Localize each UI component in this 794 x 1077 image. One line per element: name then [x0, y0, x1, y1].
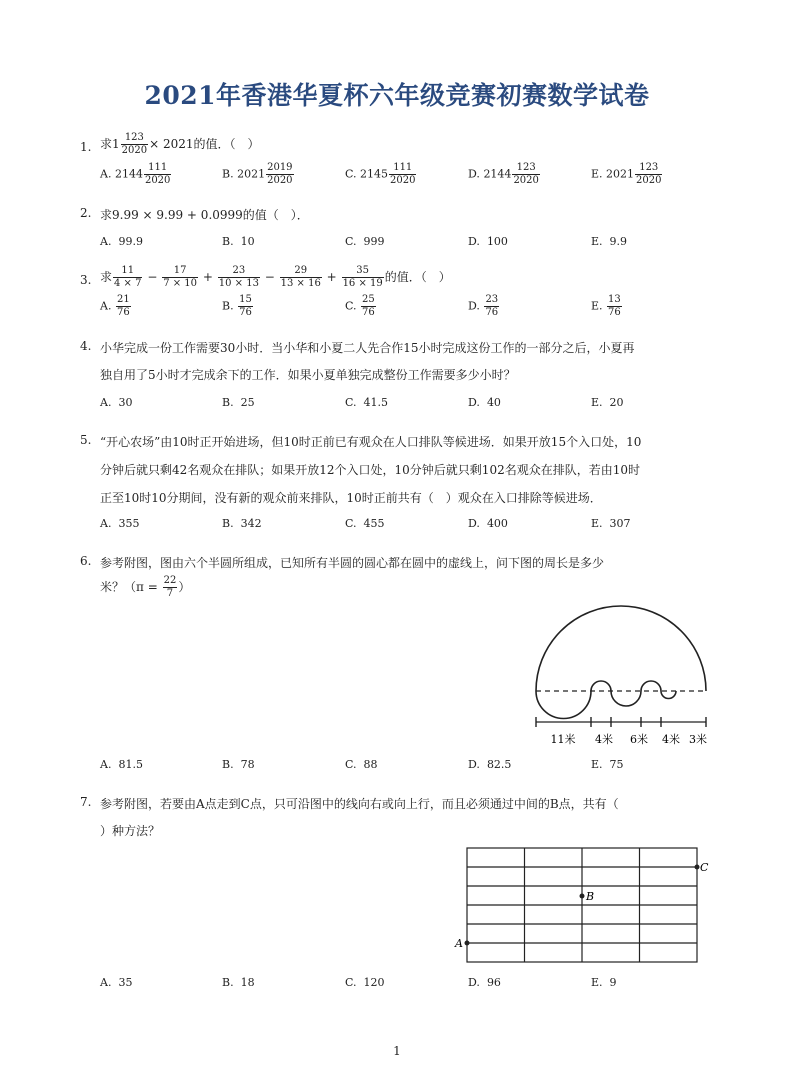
q4-line: 小华完成一份工作需要30小时．当小华和小夏二人先合作15小时完成这份工作的一部分之后，小夏再	[100, 341, 635, 355]
point-b-label: B	[586, 890, 595, 903]
q3-term: $\frac{17}{7 \times 10}$	[163, 265, 198, 289]
q6-number: 6.	[80, 554, 92, 568]
q6-option[interactable]: C. 88	[345, 758, 378, 771]
q5-option[interactable]: D. 400	[468, 517, 508, 530]
q2-text: 求9.99 × 9.99 + 0.0999的值（ ）．	[100, 208, 309, 222]
q2-option[interactable]: A. 99.9	[100, 235, 143, 248]
dim-label-4m-2: 4米	[662, 733, 680, 746]
pi-fraction: $\frac{22}{7}$	[163, 575, 177, 599]
q2-option[interactable]: E. 9.9	[591, 235, 628, 248]
q5-number: 5.	[80, 433, 92, 447]
q5-line: 正至10时10分期间，没有新的观众前来排队，10时正前共有（ ）观众在入口排除等候进场．	[100, 491, 602, 505]
q7-number: 7.	[80, 795, 92, 809]
q3-option[interactable]: A. $\frac{21}{76}$	[100, 294, 130, 318]
q1-number: 1.	[80, 140, 92, 154]
q5-option[interactable]: C. 455	[345, 517, 385, 530]
semicircle-11m	[536, 691, 591, 719]
q7-option[interactable]: E. 9	[591, 976, 617, 989]
q6-option[interactable]: A. 81.5	[100, 758, 143, 771]
semicircle-big	[536, 606, 706, 691]
q3-option[interactable]: B. $\frac{15}{76}$	[222, 294, 252, 318]
semicircle-3m-up	[676, 676, 706, 691]
grid-lines	[467, 848, 697, 962]
dim-label-6m: 6米	[630, 733, 648, 746]
q1-option[interactable]: E. 2021 $\frac{123}{2020}$	[591, 162, 662, 186]
q3-text: 求 $\frac{11}{4 \times 7}$ − $\frac{17}{7 \times 10}$ + $\frac{23}{10 \times 13}$ − $\frac{29}{13 \times 16}$ + $\frac{35}{16 \times 19}$ 的值．（ ）	[100, 265, 451, 289]
q5-option[interactable]: E. 307	[591, 517, 631, 530]
q5-line: “开心农场”由10时正开始进场，但10时正前已有观众在人口排队等候进场．如果开放15个入口处，10	[100, 435, 642, 449]
point-b	[580, 894, 585, 899]
page-number: 1	[393, 1044, 401, 1058]
q6-option[interactable]: E. 75	[591, 758, 624, 771]
q7-line: 参考附图，若要由A点走到C点，只可沿图中的线向右或向上行，而且必须通过中间的B点，共有（	[100, 797, 619, 811]
q4-option[interactable]: E. 20	[591, 396, 624, 409]
q4-number: 4.	[80, 339, 92, 353]
q6-option[interactable]: B. 78	[222, 758, 255, 771]
q4-option[interactable]: B. 25	[222, 396, 255, 409]
semicircle-4m-up	[591, 681, 611, 691]
dim-label-11m: 11米	[550, 733, 576, 746]
q4-line: 独自用了5小时才完成余下的工作．如果小夏单独完成整份工作需要多少小时？	[100, 368, 516, 382]
semicircle-4m-up2	[641, 681, 661, 691]
point-c-label: C	[700, 861, 709, 874]
q5-option[interactable]: A. 355	[100, 517, 140, 530]
q6-line: 参考附图，图由六个半圆所组成，已知所有半圆的圆心都在圆中的虚线上，问下图的周长是多少	[100, 556, 605, 570]
q3-term: $\frac{35}{16 \times 19}$	[342, 265, 383, 289]
q4-option[interactable]: D. 40	[468, 396, 501, 409]
q1-option[interactable]: A. 2144 $\frac{111}{2020}$	[100, 162, 171, 186]
q3-term: $\frac{29}{13 \times 16}$	[280, 265, 321, 289]
q7-option[interactable]: B. 18	[222, 976, 255, 989]
q6-option[interactable]: D. 82.5	[468, 758, 512, 771]
q7-line: ）种方法？	[100, 824, 161, 838]
q1-option[interactable]: C. 2145 $\frac{111}{2020}$	[345, 162, 416, 186]
q6-line: 米？（π = $\frac{22}{7}$ ）	[100, 575, 191, 599]
point-a-label: A	[455, 937, 463, 950]
q3-option[interactable]: C. $\frac{25}{76}$	[345, 294, 375, 318]
page-title: 2021年香港华夏杯六年级竞赛初赛数学试卷	[144, 81, 650, 110]
dim-label-4m: 4米	[595, 733, 613, 746]
q3-number: 3.	[80, 273, 92, 287]
q3-option[interactable]: D. $\frac{23}{76}$	[468, 294, 499, 318]
q3-term: $\frac{23}{10 \times 13}$	[218, 265, 259, 289]
q7-option[interactable]: A. 35	[100, 976, 133, 989]
q1-option[interactable]: D. 2144 $\frac{123}{2020}$	[468, 162, 539, 186]
q5-line: 分钟后就只剩42名观众在排队；如果开放12个入口处，10分钟后就只剩102名观众在排队，若由10时	[100, 463, 640, 477]
grid-figure	[450, 840, 720, 968]
q3-option[interactable]: E. $\frac{13}{76}$	[591, 294, 621, 318]
q1-text	[100, 132, 260, 157]
semicircle-6m	[611, 691, 641, 706]
q7-option[interactable]: D. 96	[468, 976, 501, 989]
dim-label-3m: 3米	[689, 733, 707, 746]
point-c	[695, 865, 700, 870]
q2-option[interactable]: C. 999	[345, 235, 385, 248]
q5-option[interactable]: B. 342	[222, 517, 262, 530]
q1-pre: 求1	[100, 137, 120, 151]
q1-post: × 2021的值．（ ）	[149, 137, 260, 151]
q7-option[interactable]: C. 120	[345, 976, 385, 989]
point-a	[465, 941, 470, 946]
q4-option[interactable]: A. 30	[100, 396, 133, 409]
q1-option[interactable]: B. 2021 $\frac{2019}{2020}$	[222, 162, 293, 186]
q3-term: $\frac{11}{4 \times 7}$	[114, 265, 142, 289]
q2-number: 2.	[80, 206, 92, 220]
semicircle-figure	[520, 588, 720, 753]
q4-option[interactable]: C. 41.5	[345, 396, 389, 409]
q2-option[interactable]: D. 100	[468, 235, 508, 248]
q2-option[interactable]: B. 10	[222, 235, 255, 248]
q1-fraction: $\frac{123}{2020}$	[121, 132, 148, 156]
semicircle-3m	[661, 691, 676, 699]
